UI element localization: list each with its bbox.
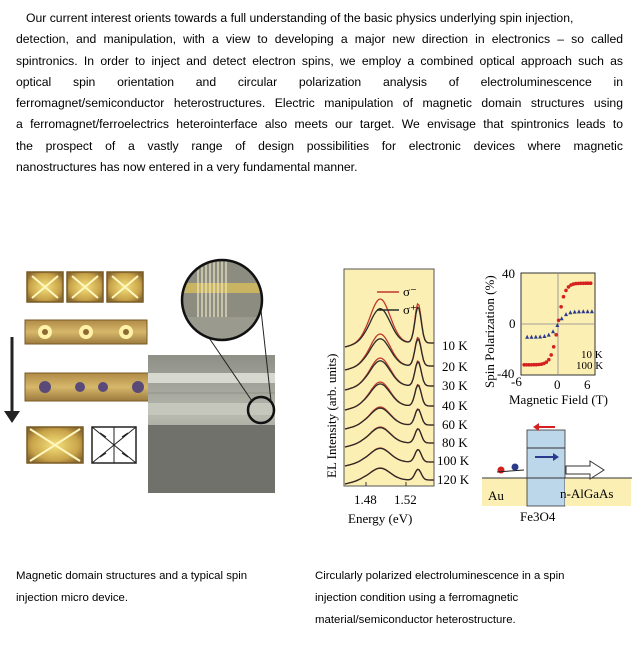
ytick-label: 0 — [509, 316, 516, 331]
xtick-label: -6 — [511, 374, 522, 389]
caption-left — [16, 565, 296, 609]
pol-point-10k — [589, 281, 593, 285]
temp-label: 20 K — [442, 359, 468, 374]
el-spectra-chart — [315, 265, 490, 530]
pol-point-10k — [552, 345, 556, 349]
intro-line: nanostructures has now entered in a very fundamental manner. — [16, 160, 358, 175]
pol-point-10k — [554, 333, 558, 337]
caption-line: injection micro device. — [16, 592, 129, 604]
xtick-label: 1.48 — [354, 492, 377, 507]
xtick-label: 6 — [584, 377, 591, 392]
x-axis-label: Magnetic Field (T) — [509, 392, 608, 407]
xtick-label: 1.52 — [394, 492, 417, 507]
legend-minus-label: σ⁻ — [403, 284, 417, 299]
domain-row-3 — [25, 373, 150, 401]
caption-line: Magnetic domain structures and a typical spin — [16, 570, 248, 582]
injection-arrow-icon — [566, 461, 604, 479]
legend-label: 100 K — [576, 360, 604, 372]
caption-right — [315, 565, 615, 631]
y-axis-label: EL Intensity (arb. units) — [324, 353, 339, 478]
temp-label: 80 K — [442, 435, 468, 450]
x-axis-label: Energy (eV) — [348, 511, 413, 526]
intro-line: optical spin orientation and circular polarization analysis of electroluminescence in — [16, 74, 623, 89]
ytick-label: 40 — [502, 266, 515, 281]
domain-row-2 — [25, 320, 147, 344]
temp-label: 40 K — [442, 398, 468, 413]
caption-line: injection condition using a ferromagnetic — [315, 592, 519, 604]
band-right-label: n-AlGaAs — [560, 486, 614, 501]
band-bottom-label: Fe3O4 — [520, 509, 556, 524]
down-arrow — [4, 337, 20, 423]
band-diagram — [482, 412, 632, 524]
intro-line: detection, and manipulation, with a view to developing a major new direction in electronics – so called — [16, 32, 623, 47]
temp-label: 30 K — [442, 378, 468, 393]
intro-line: ferromagnet/semiconductor heterostructures. Electric manipulation of magnetic domain structures using — [16, 96, 623, 111]
intro-line: the prospect of a vastly range of design possibilities for electronic devices where magnetic — [16, 138, 623, 153]
intro-line: spintronics. In order to inject and detect electron spins, we employ a combined optical approach such as — [16, 53, 623, 68]
y-axis-label: Spin Polarization (%) — [482, 275, 497, 388]
pol-point-10k — [564, 289, 568, 293]
temp-label: 10 K — [442, 338, 468, 353]
caption-line: Circularly polarized electroluminescence in a spin — [315, 570, 565, 582]
temp-label: 120 K — [437, 472, 470, 487]
polarization-chart — [478, 266, 628, 411]
pol-point-10k — [559, 305, 563, 309]
ytick-label: -40 — [497, 366, 515, 381]
device-micrograph — [148, 355, 275, 493]
intro-line: a ferromagnet/ferroelectrics heterointerface also meets our target. We envisage that spintronics leads to — [16, 117, 623, 132]
xtick-label: 0 — [554, 377, 561, 392]
pol-point-10k — [547, 358, 551, 362]
caption-line: material/semiconductor heterostructure. — [315, 614, 516, 626]
pol-point-10k — [562, 295, 566, 299]
domain-device-figure — [0, 255, 300, 495]
intro-paragraph — [16, 8, 623, 178]
intro-line: Our current interest orients towards a full understanding of the basic physics underlying spin injection, — [26, 11, 574, 25]
band-left-label: Au — [488, 488, 504, 503]
pol-point-10k — [549, 353, 553, 357]
temp-label: 100 K — [437, 453, 470, 468]
temperature-labels — [437, 338, 470, 487]
legend-plus-label: σ⁺ — [403, 302, 417, 317]
domain-row-4 — [27, 427, 136, 463]
domain-row-1 — [27, 272, 143, 302]
temp-label: 60 K — [442, 417, 468, 432]
legend-label: 10 K — [581, 349, 603, 361]
